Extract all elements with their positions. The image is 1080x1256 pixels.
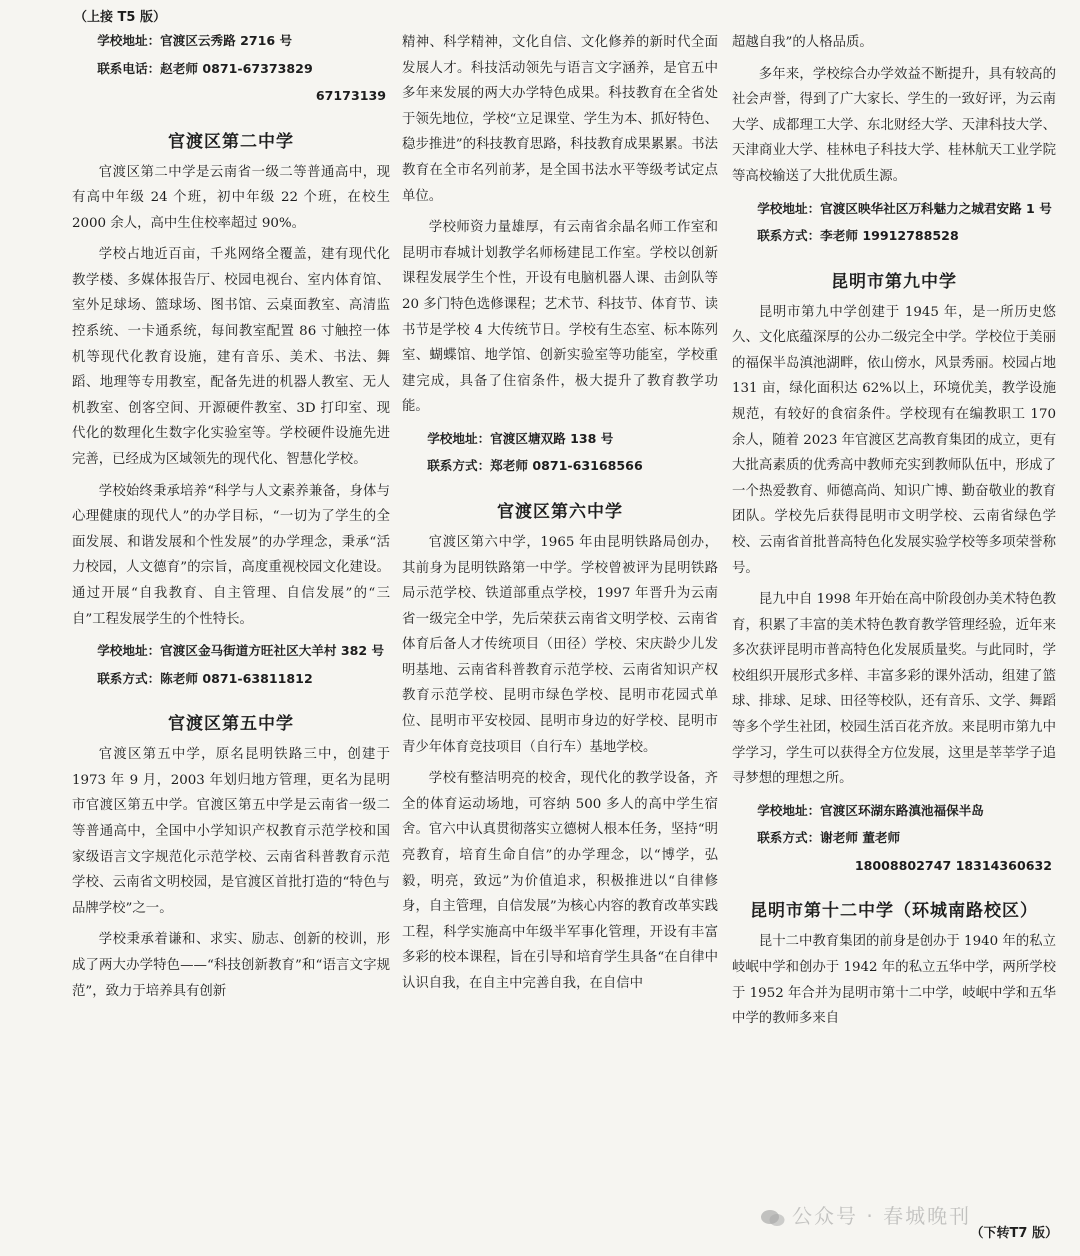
school2-paragraph-1: 官渡区第二中学是云南省一级二等普通高中，现有高中年级 24 个班，初中年级 22 个班，在校生 2000 余人，高中生住校率超过 90%。 bbox=[72, 164, 390, 231]
school9-paragraph-2: 昆九中自 1998 年开始在高中阶段创办美术特色教育，积累了丰富的美术特色教育教学管理经验，近年来多次获评昆明市普高特色化发展质量奖。与此同时，学校组织开展形式多样、丰富多彩的课外活动，组建了篮球、排球、足球、田径等校队，还有音乐、文学、舞蹈等多个学生社团，校园生活百花齐放。来昆明市第九中学学习，学生可以获得全方位发展，这里是莘莘学子追寻梦想的理想之所。 bbox=[732, 592, 1056, 787]
school5-paragraph-3: 学校师资力量雄厚，有云南省余晶名师工作室和昆明市春城计划教学名师杨建昆工作室。学校以创新课程发展学生个性，开设有电脑机器人课、击剑队等 20 多门特色选修课程；艺术节、科技节、体育节、读书节是学校 4 大传统节日。学校有生态室、标本陈列室、蝴蝶馆、地学馆、创新实验室等功能室，学校重建完成，具备了住宿条件，极大提升了教育教学功能。 bbox=[402, 220, 718, 415]
school2-paragraph-2: 学校占地近百亩，千兆网络全覆盖，建有现代化教学楼、多媒体报告厅、校园电视台、室内体育馆、室外足球场、篮球场、图书馆、云桌面教室、高清监控系统、一卡通系统，每间教室配置 86 寸触控一体机等现代化教育设施，建有音乐、美术、书法、舞蹈、地理等专用教室，配备先进的机器人教室、无人机教室、创客空间、开源硬件教室、3D 打印室、现代化的数理化生数字化实验室等。学校硬件设施先进完善，已经成为区域领先的现代化、智慧化学校。 bbox=[72, 247, 390, 468]
school9-contact: 联系方式：谢老师 董老师 bbox=[757, 830, 901, 846]
school2-title: 官渡区第二中学 bbox=[168, 131, 294, 152]
continued-to-label: （下转T7 版） bbox=[970, 1226, 1058, 1241]
school6-title: 官渡区第六中学 bbox=[497, 501, 623, 522]
school9-phones: 18008802747 18314360632 bbox=[854, 857, 1052, 873]
school9-paragraph-1: 昆明市第九中学创建于 1945 年，是一所历史悠久、文化底蕴深厚的公办二级完全中学。学校位于美丽的福保半岛滇池湖畔，依山傍水，风景秀丽。校园占地 131 亩，绿化面积达 62%以上，环境优美，教学设施规范，有较好的食宿条件。学校现有在编教职工 170 余人，随着 2023 年官渡区艺高教育集团的成立，更有大批高素质的优秀高中教师充实到教师队伍中，形成了一个热爱教育、师德高尚、知识广博、勤奋敬业的教育团队。学校先后获得昆明市文明学校、云南省绿色学校、云南省首批普高特色化发展实验学校等多项荣誉称号。 bbox=[732, 304, 1056, 576]
school6-paragraph-2: 学校有整洁明亮的校舍，现代化的教学设备，齐全的体育运动场地，可容纳 500 多人的高中学生宿舍。官六中认真贯彻落实立德树人根本任务，坚持“明亮教育，培育生命自信”的办学理念，以“博学，弘毅，明亮，致远”为价值追求，积极推进以“自律修身，自主管理，自信发展”为核心内容的教育改革实践工程，科学实施高中年级半军事化管理，开设有丰富多彩的校本课程，旨在引导和培育学生具备“在自律中认识自我，在自主中完善自我，在自信中 bbox=[402, 771, 718, 991]
school5-paragraph-1: 官渡区第五中学，原名昆明铁路三中，创建于 1973 年 9 月，2003 年划归地方管理，更名为昆明市官渡区第五中学。官渡区第五中学是云南省一级二等普通高中，全国中小学知识产权教育示范学校和国家级语言文字规范化示范学校、云南省科普教育示范学校、云南省文明校园，是官渡区首批打造的“特色与品牌学校”之一。 bbox=[72, 747, 390, 916]
column-1 bbox=[72, 28, 390, 1010]
column-3 bbox=[732, 30, 1056, 1038]
school6-paragraph-2-continued: 超越自我”的人格品质。 bbox=[732, 35, 873, 50]
school1-phone-2: 67173139 bbox=[315, 88, 386, 103]
school6-paragraph-1: 官渡区第六中学，1965 年由昆明铁路局创办，其前身为昆明铁路第一中学。学校曾被评为昆明铁路局示范学校、铁道部重点学校，1997 年晋升为云南省一级完全中学，先后荣获云南省文明学校、云南省体育后备人才传统项目（田径）学校、宋庆龄少儿发明基地、云南省科普教育示范学校、云南省知识产权教育示范学校、昆明市绿色学校、昆明市花园式单位、昆明市平安校园、昆明市身边的好学校、昆明市青少年体育竞技项目（自行车）基地学校。 bbox=[402, 534, 718, 755]
watermark-text: 公众号 · 春城晚刊 bbox=[792, 1204, 972, 1228]
school9-title: 昆明市第九中学 bbox=[831, 271, 957, 292]
school5-paragraph-2-continued: 精神、科学精神，文化自信、文化修养的新时代全面发展人才。科技活动领先与语言文字涵养，是官五中多年来发展的两大办学特色成果。科技教育在全省处于领先地位，学校“立足课堂、学生为本、抓好特色、稳步推进”的科技教育思路，科技教育成果累累。书法教育在全市名列前茅，是全国书法水平等级考试定点单位。 bbox=[402, 35, 718, 204]
school5-contact: 联系方式：郑老师 0871-63168566 bbox=[427, 458, 643, 474]
school12-paragraph-1: 昆十二中教育集团的前身是创办于 1940 年的私立岐岷中学和创办于 1942 年的私立五华中学，两所学校于 1952 年合并为昆明市第十二中学，岐岷中学和五华中学的教师多来自 bbox=[732, 934, 1056, 1027]
column-2 bbox=[402, 30, 718, 1003]
watermark bbox=[760, 1200, 971, 1229]
continued-from-label: （上接 T5 版） bbox=[74, 10, 166, 25]
school2-address: 学校地址：官渡区金马街道方旺社区大羊村 382 号 bbox=[97, 643, 385, 659]
school6-address: 学校地址：官渡区映华社区万科魅力之城君安路 1 号 bbox=[757, 200, 1052, 216]
school1-address: 学校地址：官渡区云秀路 2716 号 bbox=[97, 33, 293, 48]
school6-paragraph-3: 多年来，学校综合办学效益不断提升，具有较高的社会声誉，得到了广大家长、学生的一致好评，为云南大学、成都理工大学、东北财经大学、天津科技大学、天津商业大学、桂林电子科技大学、桂林航天工业学院等高校输送了大批优质生源。 bbox=[732, 66, 1056, 184]
school5-address: 学校地址：官渡区塘双路 138 号 bbox=[427, 430, 614, 446]
school6-contact: 联系方式：李老师 19912788528 bbox=[757, 228, 959, 244]
school5-paragraph-2: 学校秉承着谦和、求实、励志、创新的校训，形成了两大办学特色——“科技创新教育”和“语言文字规范”，致力于培养具有创新 bbox=[72, 932, 390, 999]
school2-contact: 联系方式：陈老师 0871-63811812 bbox=[97, 670, 313, 686]
school2-paragraph-3: 学校始终秉承培养“科学与人文素养兼备，身体与心理健康的现代人”的办学目标，“一切为了学生的全面发展、和谐发展和个性发展”的办学理念，秉承“活力校园，人文德育”的宗旨，高度重视校园文化建设。通过开展“自我教育、自主管理、自信发展”的“三自”工程发展学生的个性特长。 bbox=[72, 483, 390, 627]
school9-address: 学校地址：官渡区环湖东路滇池福保半岛 bbox=[757, 802, 984, 818]
school1-phone: 联系电话：赵老师 0871-67373829 bbox=[97, 60, 313, 76]
school12-title: 昆明市第十二中学（环城南路校区） bbox=[750, 901, 1038, 922]
wechat-icon bbox=[760, 1208, 786, 1228]
school5-title: 官渡区第五中学 bbox=[168, 714, 294, 735]
